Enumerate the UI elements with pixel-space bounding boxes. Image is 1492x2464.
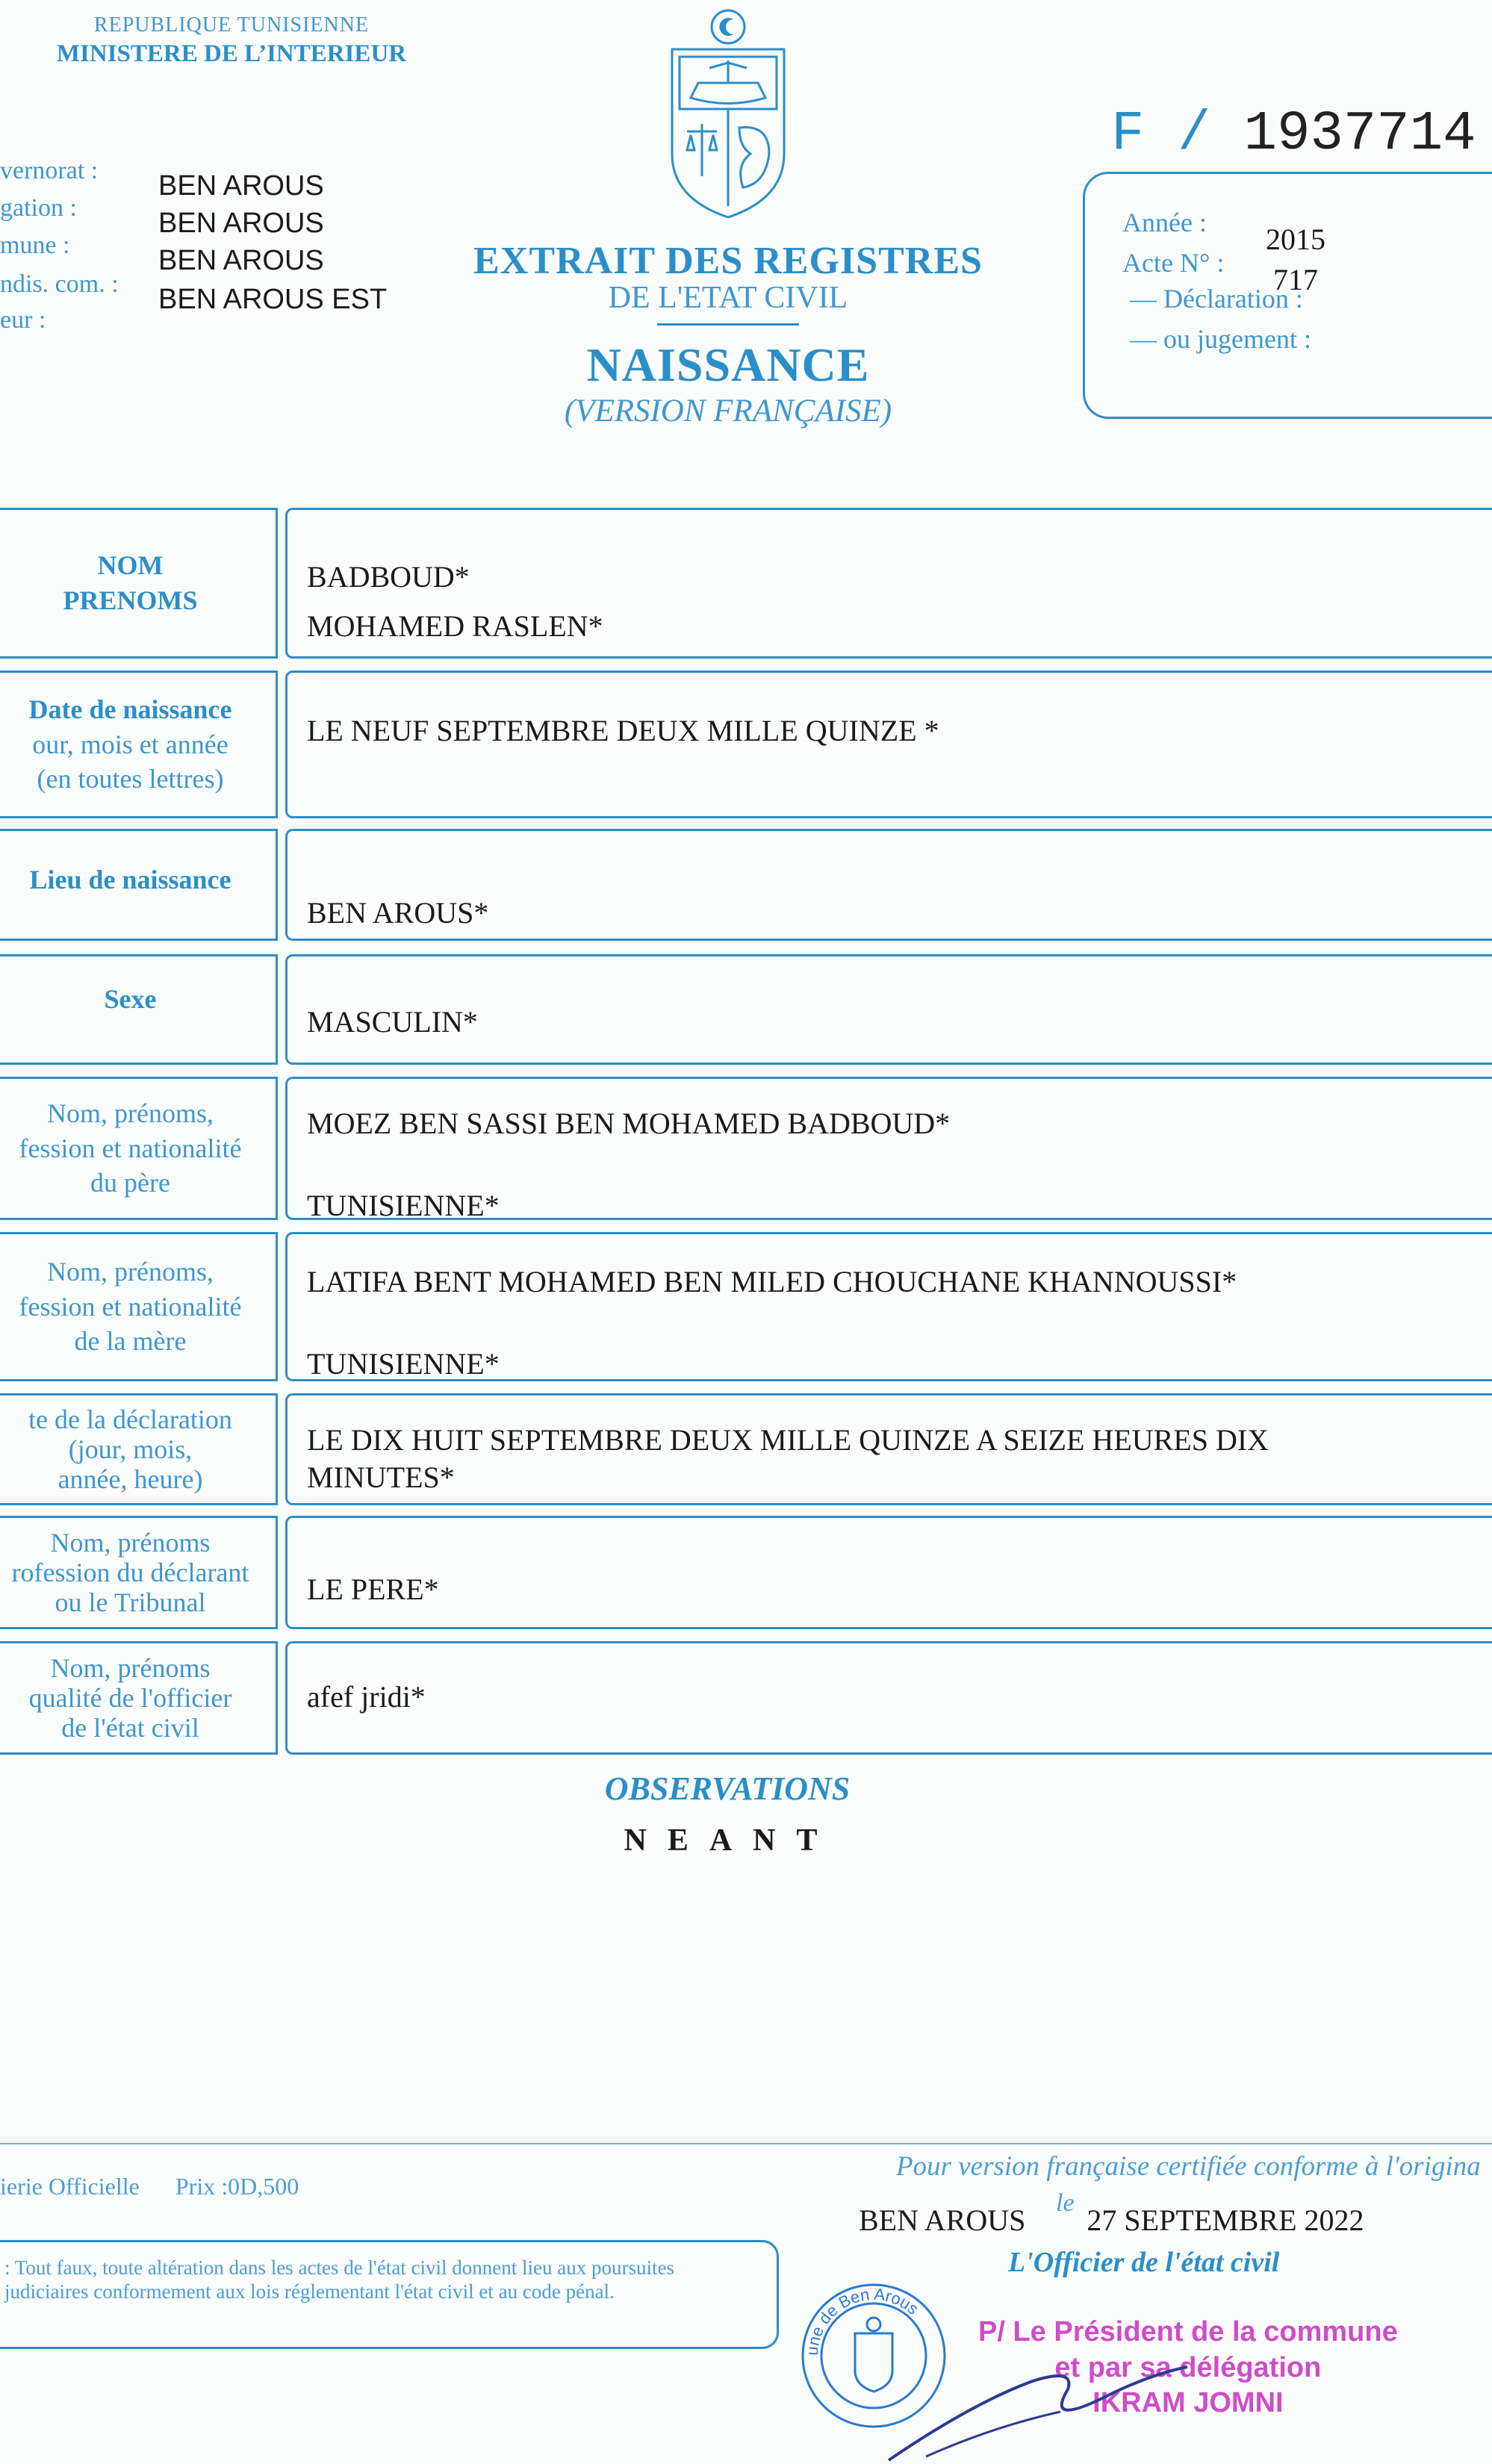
table-row <box>0 1077 1492 1220</box>
label-line: Nom, prénoms <box>50 1652 211 1683</box>
printer-price <box>0 2173 299 2200</box>
value-line: MOEZ BEN SASSI BEN MOHAMED BADBOUD* <box>307 1107 951 1140</box>
serial-prefix: F / <box>1111 103 1211 166</box>
observations <box>0 1770 1492 1858</box>
label-line: Nom, prénoms <box>50 1527 211 1558</box>
table-row <box>0 671 1492 818</box>
issue-date: 27 SEPTEMBRE 2022 <box>1087 2203 1364 2237</box>
place-date <box>859 2189 1364 2238</box>
svg-text:une de Ben Arous <box>803 2285 922 2356</box>
annee-value: 2015 <box>1266 223 1325 256</box>
admin-value: BEN AROUS <box>158 245 324 276</box>
acte-label: Acte N° : <box>1122 248 1225 278</box>
table-row <box>0 954 1492 1065</box>
row-label <box>0 829 278 941</box>
row-value <box>285 508 1492 659</box>
label-line: NOM <box>97 550 164 581</box>
label-line: Nom, prénoms, <box>47 1256 214 1287</box>
printer-label: ierie Officielle <box>0 2173 140 2200</box>
row-value <box>285 954 1492 1065</box>
value-line: BEN AROUS* <box>307 896 489 930</box>
value-line: BADBOUD* <box>307 560 470 594</box>
label-line: fession et nationalité <box>19 1291 242 1322</box>
admin-value: BEN AROUS EST <box>158 284 388 315</box>
certification-note: Pour version française certifiée conforme à l'origina <box>896 2151 1481 2182</box>
serial-value: 1937714 <box>1243 103 1476 166</box>
row-value <box>285 1641 1492 1755</box>
value-line: LE PERE* <box>307 1572 439 1606</box>
annee-label: Année : <box>1122 208 1207 237</box>
acte-box <box>1083 172 1492 419</box>
label-line: Date de naissance <box>28 694 232 724</box>
country-name: REPUBLIQUE TUNISIENNE <box>93 13 370 37</box>
serial-number <box>1111 103 1476 166</box>
price-label: Prix :0D,500 <box>175 2173 299 2200</box>
admin-value: BEN AROUS <box>158 170 324 202</box>
observations-text: NEANT <box>624 1823 839 1858</box>
row-label <box>0 1077 278 1220</box>
title-line-2: DE L'ETAT CIVIL <box>608 281 848 315</box>
row-label <box>0 954 278 1065</box>
label-line: (en toutes lettres) <box>37 764 224 794</box>
label-line: (jour, mois, <box>68 1434 193 1464</box>
row-value <box>285 1077 1492 1220</box>
row-value <box>285 1393 1492 1505</box>
value-line: TUNISIENNE* <box>307 1189 500 1222</box>
label-line: Sexe <box>104 984 157 1014</box>
observations-title: OBSERVATIONS <box>604 1770 851 1807</box>
row-label <box>0 1516 278 1629</box>
declaration-label: — Déclaration : <box>1130 284 1303 314</box>
row-value <box>285 671 1492 818</box>
value-line: MINUTES* <box>307 1460 455 1494</box>
document-title <box>418 239 1038 429</box>
coat-of-arms-icon <box>657 4 799 221</box>
row-label <box>0 1232 278 1381</box>
row-label <box>0 508 278 659</box>
label-line: rofession du déclarant <box>11 1557 249 1587</box>
admin-label: vernorat : <box>0 157 99 184</box>
ministry-name: MINISTERE DE L’INTERIEUR <box>56 40 407 67</box>
table-row <box>0 829 1492 941</box>
table-row <box>0 1232 1492 1381</box>
title-line-3: NAISSANCE <box>586 338 870 391</box>
legal-warning-box <box>0 2240 779 2349</box>
value-line: TUNISIENNE* <box>307 1347 500 1381</box>
label-line: ou le Tribunal <box>55 1587 206 1618</box>
value-line: MASCULIN* <box>307 1005 478 1039</box>
label-line: du père <box>90 1168 170 1198</box>
value-line: LATIFA BENT MOHAMED BEN MILED CHOUCHANE KHANNOUSSI* <box>307 1265 1237 1298</box>
officer-title: L'Officier de l'état civil <box>1008 2247 1280 2278</box>
jugement-label: — ou jugement : <box>1130 324 1311 354</box>
label-line: qualité de l'officier <box>28 1682 232 1713</box>
signature-line-1: P/ Le Président de la commune <box>978 2316 1398 2348</box>
label-line: Lieu de naissance <box>29 865 231 895</box>
label-line: PRENOMS <box>63 585 198 615</box>
admin-label: gation : <box>0 194 77 222</box>
label-line: année, heure) <box>57 1464 203 1495</box>
row-label <box>0 1393 278 1505</box>
value-line: LE NEUF SEPTEMBRE DEUX MILLE QUINZE * <box>307 714 939 747</box>
acte-value: 717 <box>1273 263 1318 296</box>
value-line: afef jridi* <box>307 1680 426 1714</box>
admin-label: ndis. com. : <box>0 270 119 298</box>
le-word: le <box>1056 2189 1075 2217</box>
legal-warning-text: : Tout faux, toute altération dans les actes de l'état civil donnent lieu aux poursuites judiciaires conformement aux lois réglementant l'état civil et au code pénal. <box>4 2256 674 2303</box>
label-line: de l'état civil <box>61 1713 199 1743</box>
row-label <box>0 671 278 818</box>
label-line: Nom, prénoms, <box>47 1098 214 1128</box>
label-line: our, mois et année <box>32 729 229 759</box>
row-value <box>285 1516 1492 1629</box>
table-row <box>0 1516 1492 1629</box>
admin-label: eur : <box>0 306 46 334</box>
title-line-1: EXTRAIT DES REGISTRES <box>473 240 983 282</box>
footer-divider <box>0 2143 1492 2144</box>
title-line-4: (VERSION FRANÇAISE) <box>564 393 892 429</box>
table-row <box>0 1641 1492 1755</box>
place: BEN AROUS <box>859 2203 1026 2237</box>
value-line: LE DIX HUIT SEPTEMBRE DEUX MILLE QUINZE A SEIZE HEURES DIX <box>307 1423 1269 1457</box>
label-line: te de la déclaration <box>28 1404 232 1434</box>
label-line: de la mère <box>74 1326 187 1357</box>
signature-line-3: IKRAM JOMNI <box>1092 2387 1284 2418</box>
row-label <box>0 1641 278 1755</box>
admin-label: mune : <box>0 231 70 259</box>
value-line: MOHAMED RASLEN* <box>307 609 603 643</box>
row-value <box>285 1232 1492 1381</box>
row-value <box>285 829 1492 941</box>
label-line: fession et nationalité <box>19 1133 242 1163</box>
table-row <box>0 1393 1492 1505</box>
admin-value: BEN AROUS <box>158 208 324 239</box>
table-row <box>0 508 1492 659</box>
header-authority <box>0 13 463 68</box>
stamp-text: une de Ben Arous <box>802 2284 922 2356</box>
signature-line-2: et par sa délégation <box>1054 2351 1322 2383</box>
title-divider <box>657 323 799 326</box>
handwritten-signature-icon <box>881 2359 1195 2464</box>
